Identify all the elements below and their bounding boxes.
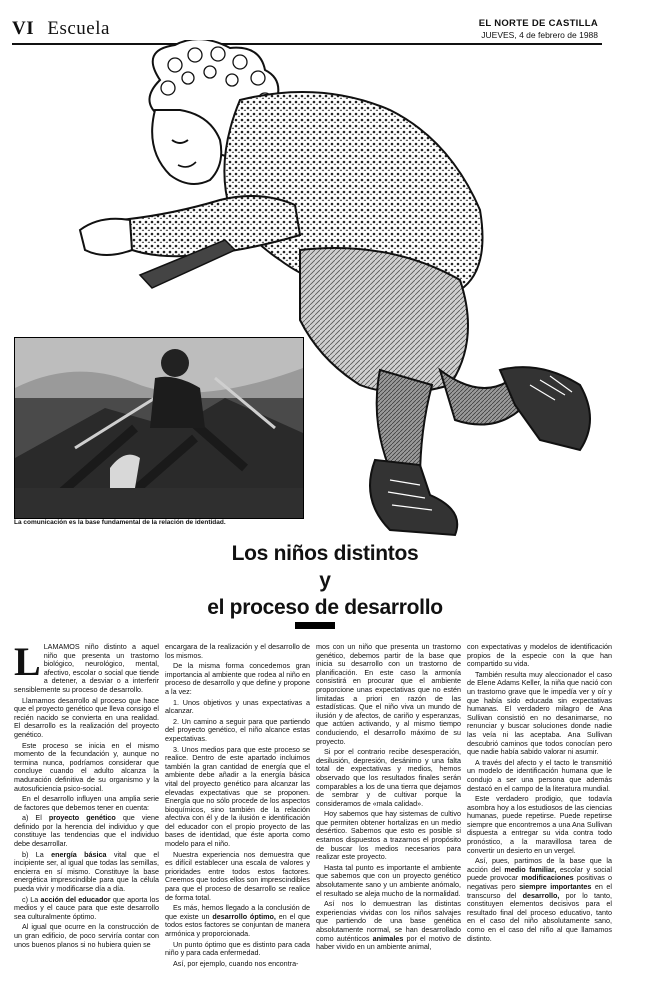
paragraph: mos con un niño que presenta un trastorno genético, debemos partir de la base que inicia su desarrollo con un trastorno de planificación. En este caso la armonía consistirá en procurar que el ambiente proporcione unas expectativas que no estén limitadas a priori en razón de las estadísticas. Que el niño viva un mundo de ilusión y de afectos, de cariño y esperanzas, que actúen activando, y al mismo tiempo conduciendo, el desarrollo máximo de su proyecto. [316, 642, 461, 746]
paragraph: Hasta tal punto es importante el ambiente que sabemos que con un proyecto genético absolutamente sano y un ambiente anómalo, el resultado se aleja mucho de la normalidad. [316, 862, 461, 898]
paragraph: 2. Un camino a seguir para que partiendo del proyecto genético, el niño alcance estas expectativas. [165, 716, 310, 743]
paragraph: con expectativas y modelos de identificación propios de la especie con la que han compartido su vida. [467, 642, 612, 669]
paragraph: Así, pues, partimos de la base que la acción del medio familiar, escolar y social puede provocar modificaciones positivas o negativas pero siempre importantes en el transcurso del desarrollo, por lo tanto, constituyen elementos decisivos para el resultado final del proceso educativo, tanto en el caso del niño absolutamente sano, como en el caso del niño al que llamamos distinto. [467, 856, 613, 943]
sleeping-girl-illustration [60, 40, 620, 540]
article-column-2 [165, 643, 310, 970]
photo-caption: La comunicación es la base fundamental de la relación de identidad. [14, 519, 226, 526]
newspaper-name: EL NORTE DE CASTILLA [478, 18, 598, 29]
paragraph: 3. Unos medios para que este proceso se realice. Dentro de este apartado incluimos también la gran cantidad de energía que el ambiente debe añadir a la energía básica vital del proyecto genético para alcanzar las elevadas expectativas que se proponen. Energía que no sólo procede de los aspectos bioquímicos, sino también de la relación afectiva con él y de la ilusión e identificación del educador con el propio proyecto de las bases de identidad, que éste aporta como modelo para el niño. [165, 744, 310, 849]
paragraph: 1. Unos objetivos y unas expectativas a alcanzar. [165, 697, 310, 716]
section-name: Escuela [47, 18, 110, 39]
paragraph: b) La energía básica vital que el incipiente ser, al igual que todas las semillas, encierra en sí mismo. Constituye la base energética imprescindible para que la célula pueda vivir y modificarse día a día. [14, 849, 159, 894]
section-number: VI [12, 18, 35, 39]
paragraph: Hoy sabemos que hay sistemas de cultivo que permiten obtener hortalizas en un medio desértico. Sabemos que esto es posible si estamos dispuestos a trazarnos el propósito de buscar los medios necesarios para realizar este proyecto. [316, 809, 461, 862]
headline-line-1: Los niños distintos [231, 542, 419, 565]
headline-rule [295, 622, 335, 629]
publication-date: JUEVES, 4 de febrero de 1988 [481, 30, 598, 40]
paragraph: En el desarrollo influyen una amplia serie de factores que debemos tener en cuenta: [14, 794, 159, 812]
paragraph: Un punto óptimo que es distinto para cada niño y para cada enfermedad. [165, 939, 310, 958]
paragraph: A través del afecto y el tacto le transmitió un modelo de identificación humana que le condujo a ser una persona que además destacó en el campo de la literatura mundial. [467, 757, 612, 793]
paragraph: Así, por ejemplo, cuando nos encontra- [173, 958, 299, 968]
paragraph: LLAMAMOS niño distinto a aquel niño que presenta un trastorno biológico, neurológico, mental, afectivo, escolar o social que tiende a detener, a desviar o a interferir sensiblemente su proceso de desarrollo. [14, 639, 159, 694]
article-column-4 [467, 643, 612, 945]
paragraph: Este proceso se inicia en el mismo momento de la fecundación y, aunque no termina nunca, podríamos considerar que concluye cuando el adulto alcanza la maduración definitiva de su organismo y la autosuficiencia psico-social. [14, 740, 159, 793]
headline-line-2: y [319, 569, 331, 592]
article-column-3 [316, 643, 461, 954]
section-header [12, 18, 110, 40]
paragraph: encargara de la realización y el desarrollo de los mismos. [165, 642, 310, 660]
paragraph: Llamamos desarrollo al proceso que hace que el proyecto genético que lleva consigo el recién nacido se convierta en una realidad. El desarrollo es la realización del proyecto genético. [14, 695, 159, 739]
paragraph: Este verdadero prodigio, que todavía asombra hoy a los estudiosos de las ciencias humanas, puede repetirse. Puede repetirse siempre que encontremos a una Ana Sullivan dispuesta a entregar su vida contra todo pronóstico, a la maravillosa tarea de convertir un desierto en un vergel. [467, 794, 612, 855]
paragraph: Al igual que ocurre en la construcción de un gran edificio, de poco serviría contar con unos buenos planos si no hubiera quien se [14, 922, 159, 949]
paragraph: Es más, hemos llegado a la conclusión de que existe un desarrollo óptimo, en el que todos estos factores se conjuntan de manera armónica y proporcionada. [165, 903, 311, 938]
article-column-1 [14, 639, 160, 951]
paragraph: También resulta muy aleccionador el caso de Elene Adams Keller, la niña que nació con un trastorno grave que le impedía ver y oír y que había sido educada sin expectativas humanas. El verdadero milagro de Ana Sullivan consistió en no desanimarse, no renunciar y buscar soluciones donde nadie las veía ni las aceptaba. Ana Sullivan descubrió caminos que todos conocían pero que nadie había sabido valorar ni asumir. [467, 669, 612, 757]
paragraph: a) El proyecto genético que viene definido por la herencia del individuo y que constituye las tendencias que el individuo debe desarrollar. [14, 813, 160, 849]
drop-cap: L [14, 639, 41, 684]
paragraph: Nuestra experiencia nos demuestra que es difícil establecer una escala de valores y prioridades entre todos estos factores. Creemos que todos ellos son imprescindibles para que el proceso de desarrollo se realice de forma total. [165, 849, 310, 902]
headline-line-3: el proceso de desarrollo [207, 596, 443, 619]
paragraph: Si por el contrario recibe desesperación, desilusión, depresión, desánimo y una falta total de expectativas y medios, hemos observado que los resultados finales serán comparables a los de una tierra que dejamos de sembrar y de cultivar porque la consideramos de «mala calidad». [316, 747, 461, 808]
paragraph: Así nos lo demuestran las distintas experiencias vividas con los niños salvajes que partiendo de una base genética absolutamente normal, se han desarrollado como auténticos animales por el motivo de haber vivido en un ambiente animal, [316, 899, 461, 952]
paragraph: De la misma forma concedemos gran importancia al ambiente que rodea al niño en proceso de desarrollo y que define y propone a la vez: [165, 661, 310, 696]
paragraph: c) La acción del educador que aporta los medios y el cauce para que este desarrollo sea culturalmente óptimo. [14, 894, 160, 921]
article-headline [120, 540, 530, 621]
